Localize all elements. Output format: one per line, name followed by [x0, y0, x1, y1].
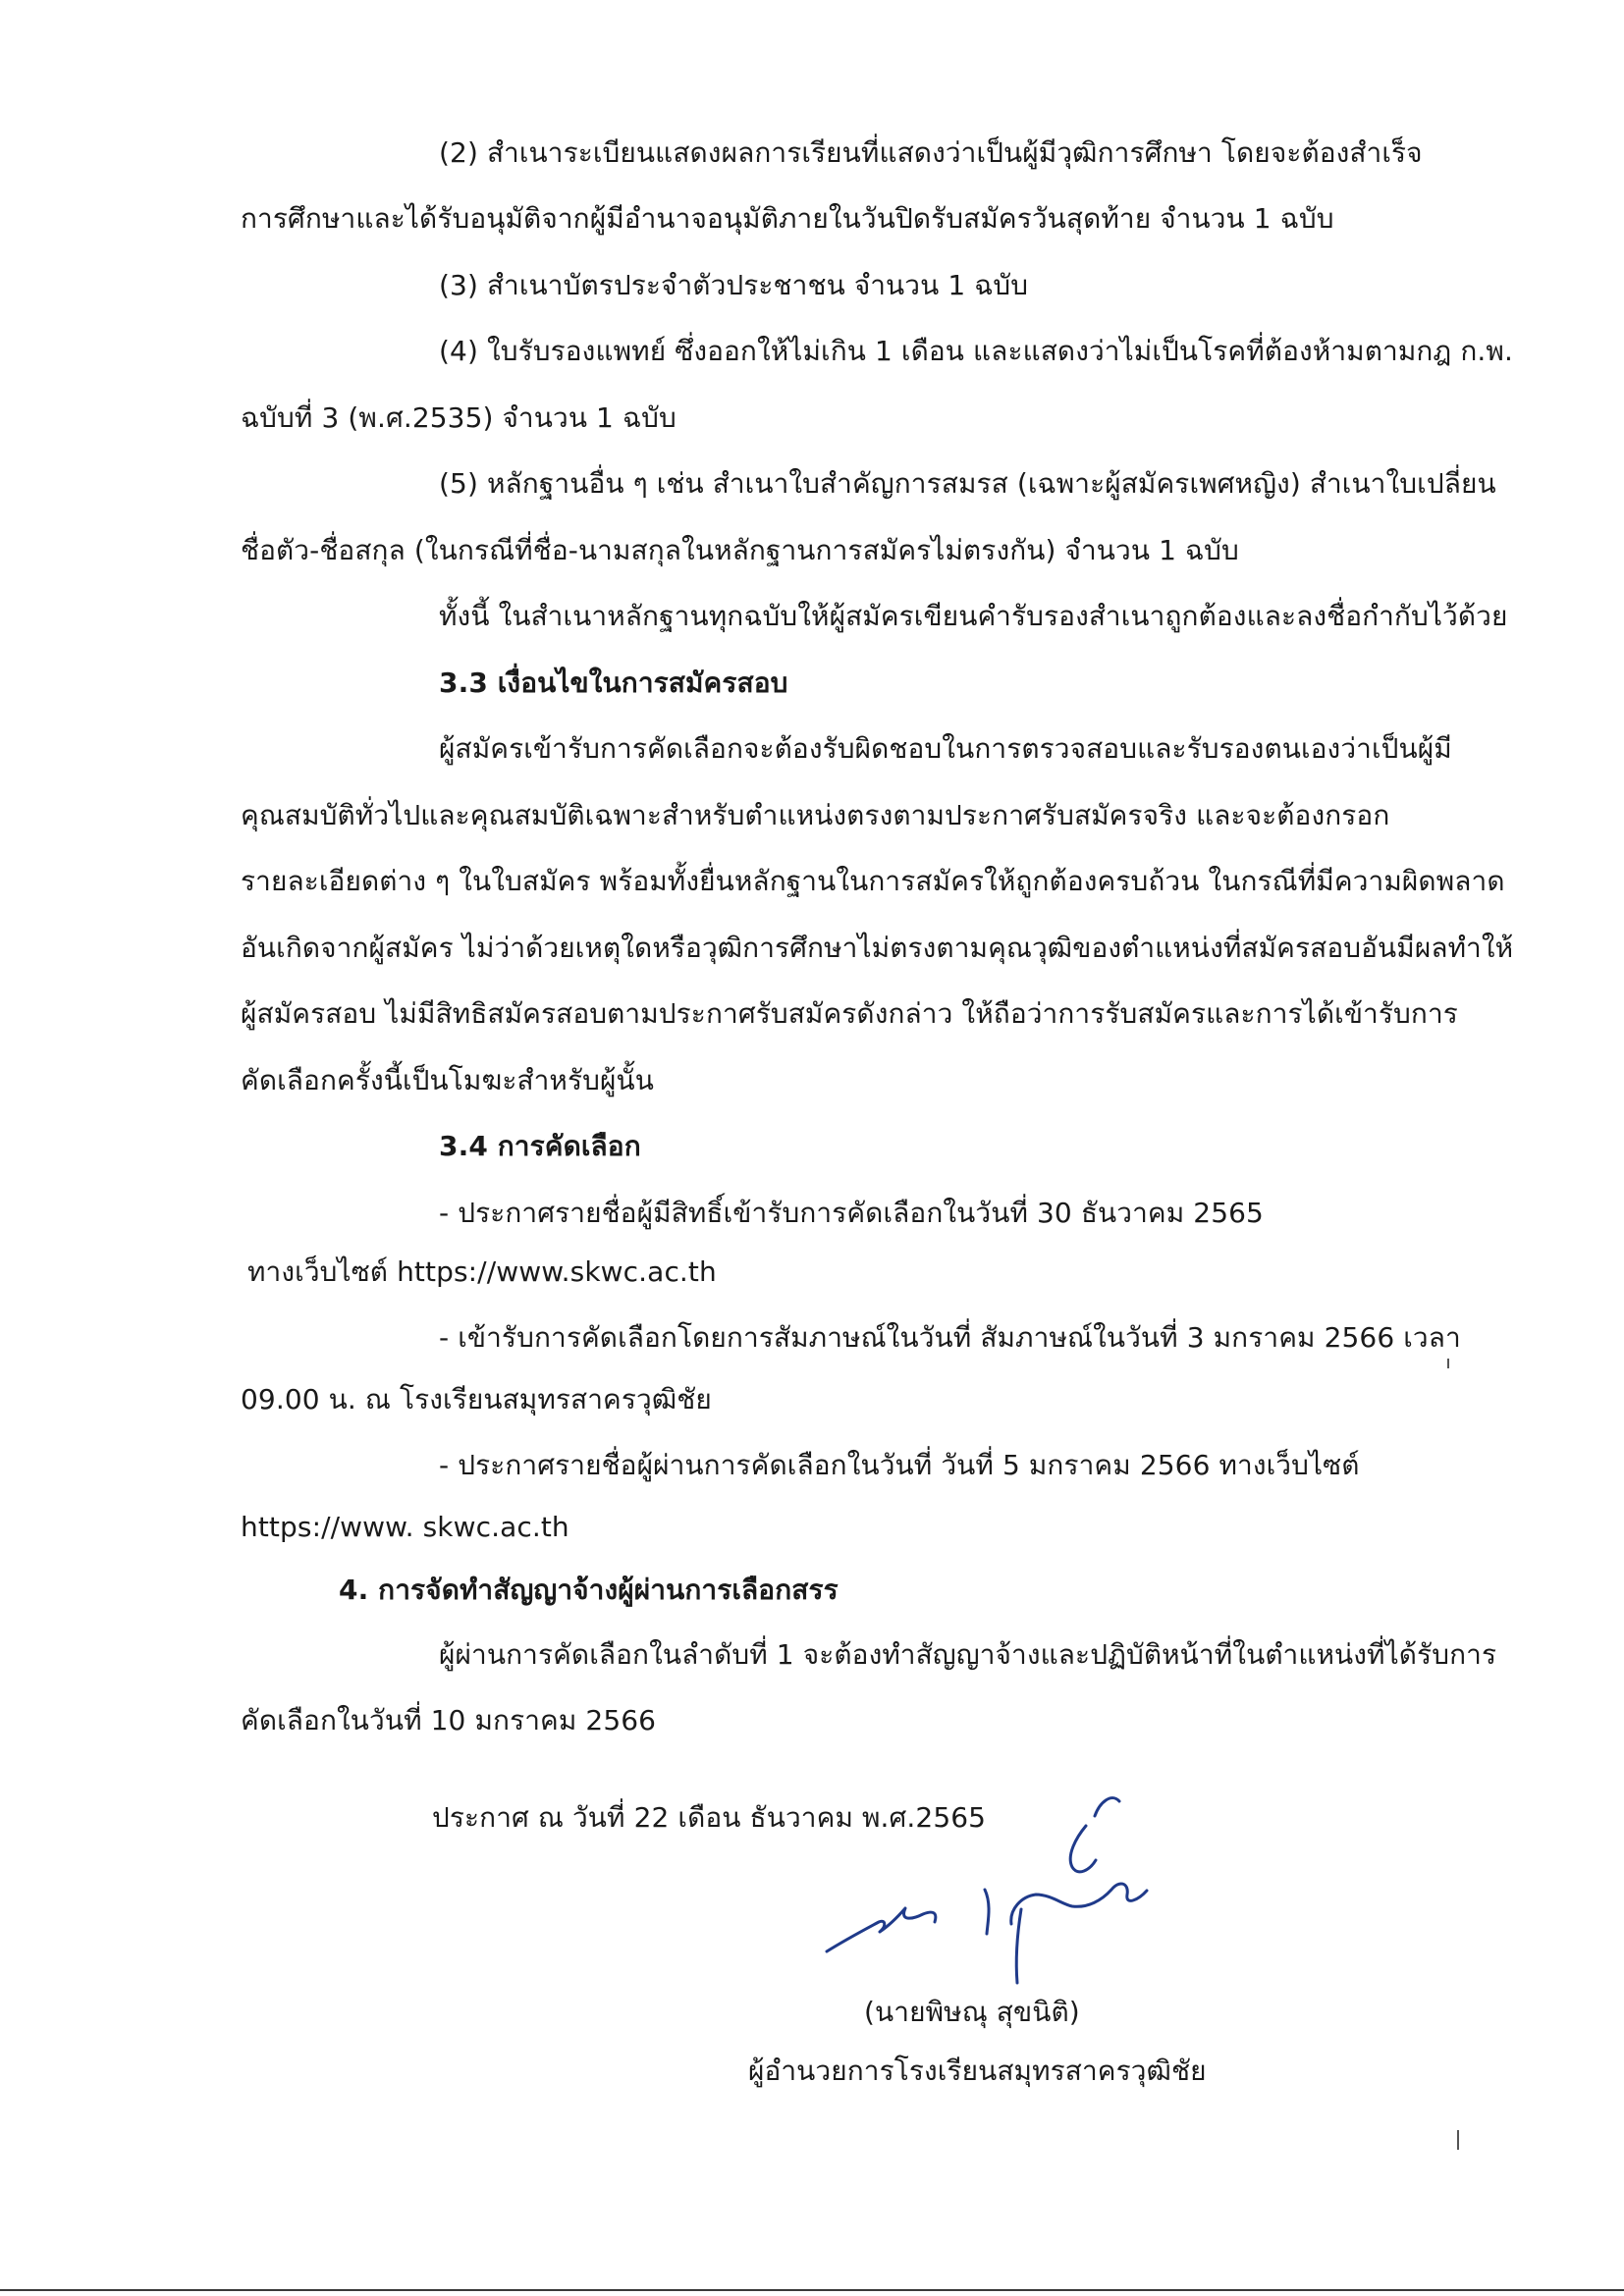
item-4-line-2: ฉบับที่ 3 (พ.ศ.2535) จำนวน 1 ฉบับ	[241, 401, 677, 434]
signer-title: ผู้อำนวยการโรงเรียนสมุทรสาครวุฒิชัย	[748, 2055, 1207, 2087]
section-4-paragraph-line-2: คัดเลือกในวันที่ 10 มกราคม 2566	[241, 1704, 657, 1736]
section-4-paragraph-line-1: ผู้ผ่านการคัดเลือกในลำดับที่ 1 จะต้องทำสัญญาจ้างและปฏิบัติหน้าที่ในตำแหน่งที่ได้รับการ	[439, 1638, 1497, 1671]
section-3-4-item-c-line-2: https://www. skwc.ac.th	[241, 1511, 569, 1543]
section-3-4-item-a-line-1: - ประกาศรายชื่อผู้มีสิทธิ์เข้ารับการคัดเลือกในวันที่ 30 ธันวาคม 2565	[439, 1197, 1264, 1229]
item-5-line-1: (5) หลักฐานอื่น ๆ เช่น สำเนาใบสำคัญการสมรส (เฉพาะผู้สมัครเพศหญิง) สำเนาใบเปลี่ยน	[439, 467, 1496, 500]
item-2-line-1: (2) สำเนาระเบียนแสดงผลการเรียนที่แสดงว่าเป็นผู้มีวุฒิการศึกษา โดยจะต้องสำเร็จ	[439, 136, 1423, 169]
section-3-4-item-b-line-1: - เข้ารับการคัดเลือกโดยการสัมภาษณ์ในวันที่ สัมภาษณ์ในวันที่ 3 มกราคม 2566 เวลา	[439, 1321, 1461, 1354]
section-3-3-paragraph-line-3: รายละเอียดต่าง ๆ ในใบสมัคร พร้อมทั้งยื่นหลักฐานในการสมัครให้ถูกต้องครบถ้วน ในกรณีที่มีความผิดพลาด	[241, 865, 1505, 897]
section-3-4-item-a-line-2: ทางเว็บไซต์ https://www.skwc.ac.th	[247, 1255, 717, 1288]
section-3-3-paragraph-line-5: ผู้สมัครสอบ ไม่มีสิทธิสมัครสอบตามประกาศรับสมัครดังกล่าว ให้ถือว่าการรับสมัครและการได้เข้ารับการ	[241, 997, 1458, 1030]
section-4-heading: 4. การจัดทำสัญญาจ้างผู้ผ่านการเลือกสรร	[339, 1574, 839, 1606]
item-4-line-1: (4) ใบรับรองแพทย์ ซึ่งออกให้ไม่เกิน 1 เดือน และแสดงว่าไม่เป็นโรคที่ต้องห้ามตามกฎ ก.พ.	[439, 335, 1513, 367]
certify-note: ทั้งนี้ ในสำเนาหลักฐานทุกฉบับให้ผู้สมัครเขียนคำรับรองสำเนาถูกต้องและลงชื่อกำกับไว้ด้วย	[439, 600, 1508, 632]
section-3-4-heading: 3.4 การคัดเลือก	[439, 1130, 641, 1162]
page-bottom-rule	[0, 2289, 1624, 2291]
item-2-line-2: การศึกษาและได้รับอนุมัติจากผู้มีอำนาจอนุมัติภายในวันปิดรับสมัครวันสุดท้าย จำนวน 1 ฉบับ	[241, 202, 1334, 235]
section-3-3-paragraph-line-2: คุณสมบัติทั่วไปและคุณสมบัติเฉพาะสำหรับตำแหน่งตรงตามประกาศรับสมัครจริง และจะต้องกรอก	[241, 799, 1390, 831]
section-3-4-item-c-line-1: - ประกาศรายชื่อผู้ผ่านการคัดเลือกในวันที่ วันที่ 5 มกราคม 2566 ทางเว็บไซต์	[439, 1449, 1360, 1481]
item-5-line-2: ชื่อตัว-ชื่อสกุล (ในกรณีที่ชื่อ-นามสกุลในหลักฐานการสมัครไม่ตรงกัน) จำนวน 1 ฉบับ	[241, 534, 1239, 566]
section-3-3-paragraph-line-4: อันเกิดจากผู้สมัคร ไม่ว่าด้วยเหตุใดหรือวุฒิการศึกษาไม่ตรงตามคุณวุฒิของตำแหน่งที่สมัครสอบอันมีผลทำให้	[241, 932, 1514, 964]
signer-name: (นายพิษณุ สุขนิติ)	[864, 1996, 1080, 2028]
item-3: (3) สำเนาบัตรประจำตัวประชาชน จำนวน 1 ฉบับ	[439, 269, 1029, 301]
section-3-3-paragraph-line-1: ผู้สมัครเข้ารับการคัดเลือกจะต้องรับผิดชอบในการตรวจสอบและรับรองตนเองว่าเป็นผู้มี	[439, 732, 1452, 765]
scan-speck	[1457, 2130, 1459, 2150]
section-3-3-paragraph-line-6: คัดเลือกครั้งนี้เป็นโมฆะสำหรับผู้นั้น	[241, 1064, 654, 1096]
section-3-4-item-b-line-2: 09.00 น. ณ โรงเรียนสมุทรสาครวุฒิชัย	[241, 1383, 712, 1415]
announcement-date: ประกาศ ณ วันที่ 22 เดือน ธันวาคม พ.ศ.2565	[432, 1801, 987, 1834]
scan-speck	[1447, 1359, 1449, 1368]
section-3-3-heading: 3.3 เงื่อนไขในการสมัครสอบ	[439, 667, 788, 699]
